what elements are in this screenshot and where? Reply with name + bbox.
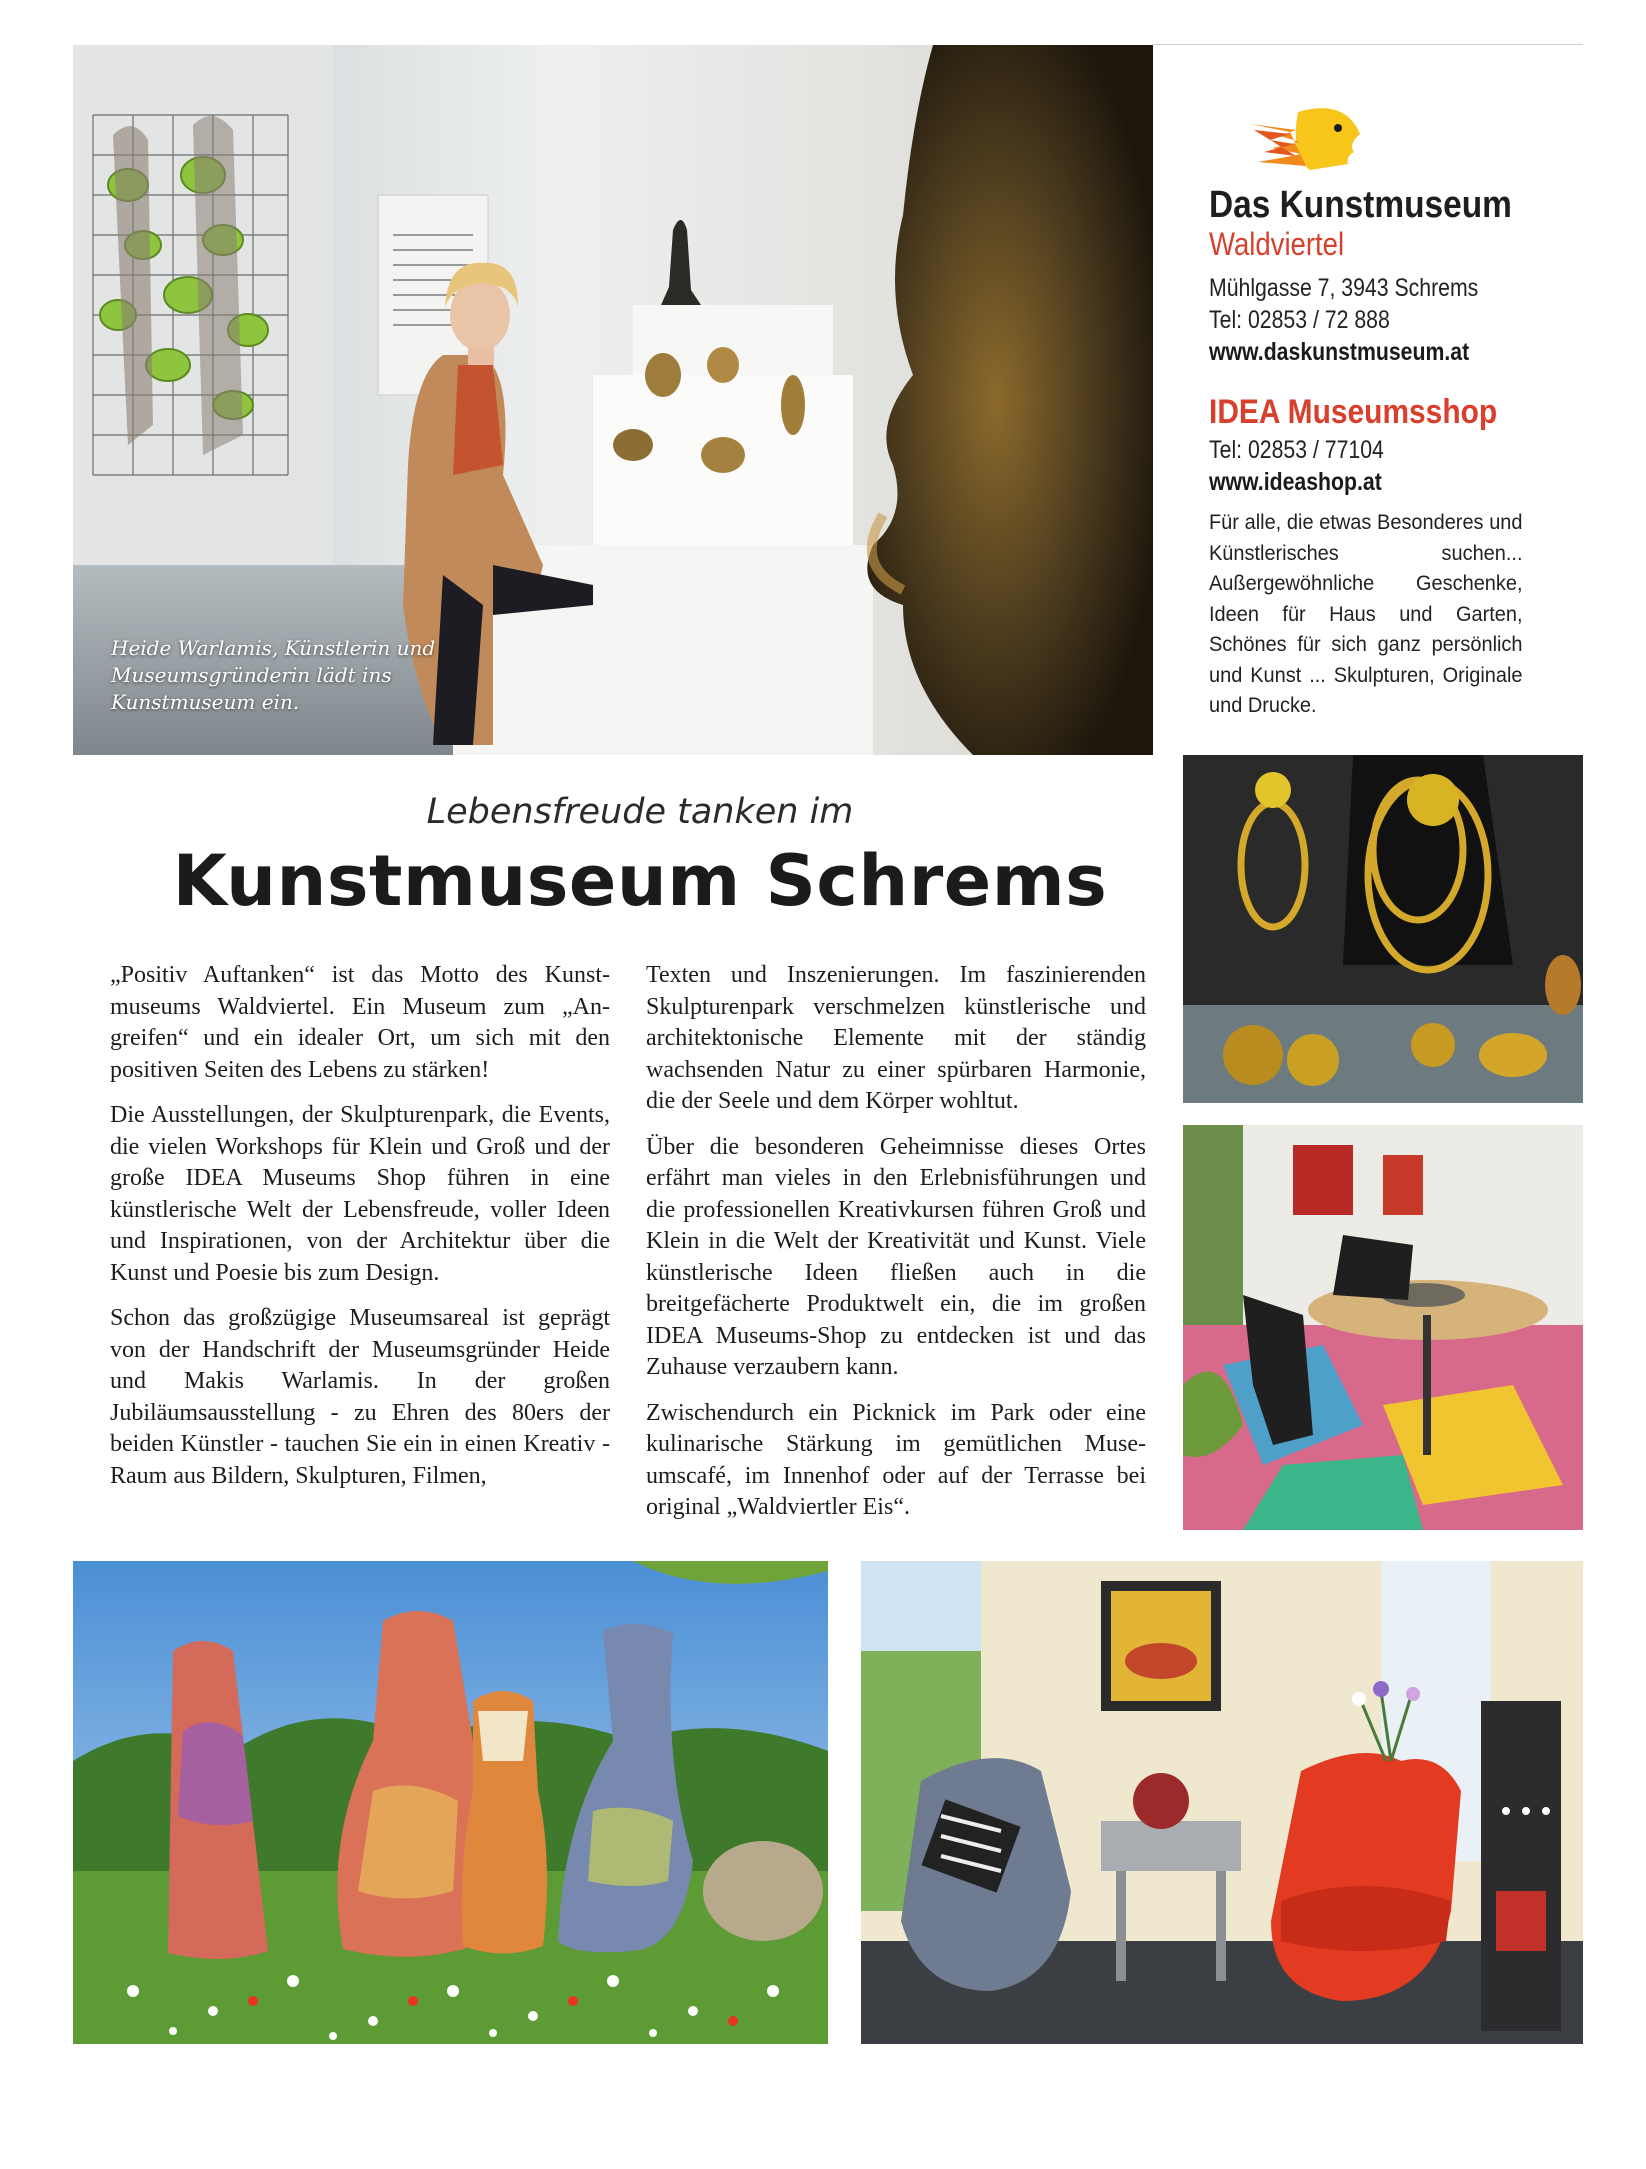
rocket-face-logo-icon <box>1250 104 1365 178</box>
article-paragraph-1: „Positiv Auftanken“ ist das Motto des Kunstmuseums Waldviertel. Ein Museum zum „Angreifen“ und ein idealer Ort, um sich mit den positiven Seiten des Lebens zu stärken! <box>110 962 610 1083</box>
article-column-right <box>646 960 1146 1538</box>
museum-phone: Tel: 02853 / 72 888 <box>1209 306 1390 334</box>
sculpture-park-illustration <box>73 1561 828 2044</box>
article-kicker: Lebensfreude tanken im <box>426 792 854 832</box>
top-rule <box>1153 44 1583 45</box>
article-column-left <box>110 960 610 1492</box>
shop-name: IDEA Museumsshop <box>1209 393 1498 431</box>
article-paragraph-3: Schon das großzügige Museumsareal ist geprägt von der Handschrift der Museumsgründer Heide und Makis Warlamis. In der großen Jubiläumsausstellung - zu Ehren des 80ers der beiden Künstler - tauchen Sie ein in einen Kreativ - Raum aus Bildern, Skulpturen, Filmen, <box>110 1305 610 1489</box>
article-headline: Kunstmuseum Schrems <box>172 840 1108 922</box>
hero-caption: Heide Warlamis, Künstlerin und Museumsgründerin lädt ins Kunstmuseum ein. <box>111 636 436 714</box>
photo-museum-shop-interior <box>1183 1125 1583 1530</box>
museum-subtitle: Waldviertel <box>1209 226 1345 262</box>
article-paragraph-5: Zwischendurch ein Picknick im Park oder eine kulinarische Stärkung im gemütlichen Museumscafé, im Innenhof oder auf der Terrasse bei original „Waldviertler Eis“. <box>646 1399 1146 1520</box>
jewelry-illustration <box>1183 755 1583 1103</box>
shop-phone: Tel: 02853 / 77104 <box>1209 436 1384 464</box>
museum-address: Mühlgasse 7, 3943 Schrems <box>1209 274 1479 302</box>
article-paragraph-4: Über die besonderen Geheimnisse dieses Ortes erfährt man vieles in den Erlebnisführungen und die professionellen Kreativkursen führen Groß und Klein in die Welt der Kreativität und Kunst. Viele künstlerische Ideen fließen auch in die breitgefächerte Produktwelt ein, die im großen IDEA Museums-Shop zu entdecken ist und das Zuhause verzaubern kann. <box>646 1133 1146 1380</box>
article-paragraph-2: Die Ausstellungen, der Skulpturenpark, die Events, die vielen Workshops für Klein und Groß und der große IDEA Museums Shop führen in eine künstlerische Welt der Lebensfreude, voller Ideen und Inspirationen, von der Architektur über die Kunst und Poesie bis zum Design. <box>110 1102 610 1286</box>
museum-website-link[interactable]: www.daskunstmuseum.at <box>1209 338 1470 366</box>
photo-jewelry-display <box>1183 755 1583 1103</box>
armchairs-illustration <box>861 1561 1583 2044</box>
shop-description: Für alle, die etwas Besonderes und Künstlerisches suchen... Außergewöhnliche Geschenke, Ideen für Haus und Garten, Schönes für sich ganz persönlich und Kunst ... Skulpturen, Originale und Drucke. <box>1209 511 1523 717</box>
museum-name: Das Kunstmuseum <box>1209 184 1512 226</box>
photo-sculpture-park <box>73 1561 828 2044</box>
interior-illustration <box>1183 1125 1583 1530</box>
hero-photo-museum-founder <box>73 45 1153 755</box>
article-paragraph-3-continued: Texten und Inszenierungen. Im faszinierenden Skulpturenpark verschmelzen künstlerische und architektonische Elemente mit der ständig wachsenden Natur zu einer spürbaren Harmonie, die der Seele und dem Körper wohltut. <box>646 962 1146 1114</box>
shop-website-link[interactable]: www.ideashop.at <box>1209 468 1382 496</box>
photo-armchairs-interior <box>861 1561 1583 2044</box>
